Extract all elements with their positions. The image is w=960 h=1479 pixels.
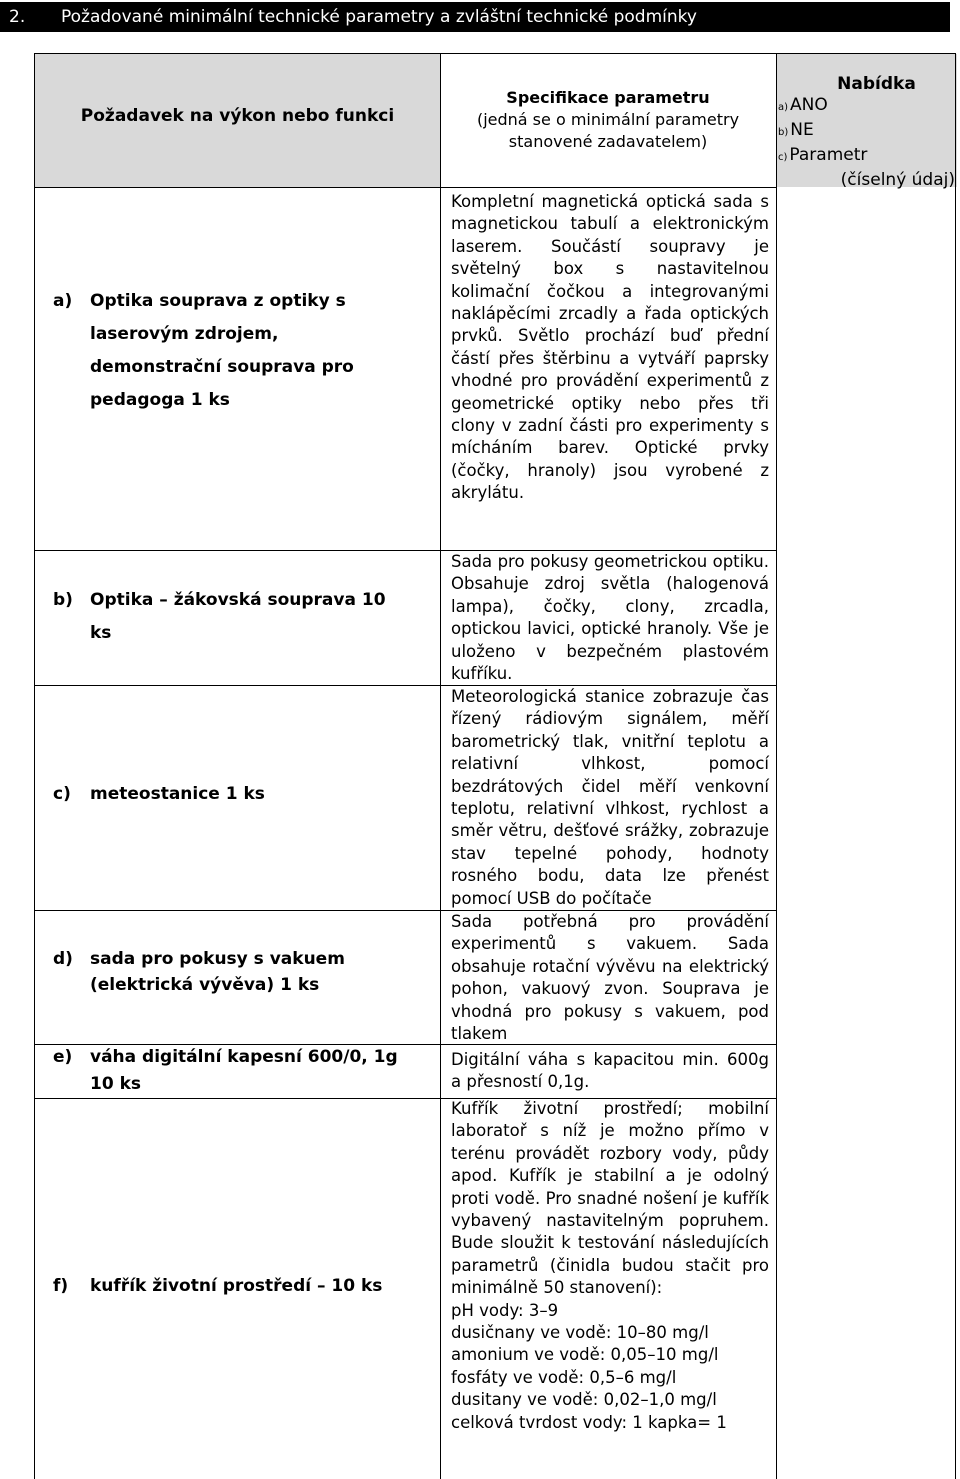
section-header bbox=[0, 2, 950, 32]
header-spec bbox=[440, 87, 776, 153]
spec-f-line: dusičnany ve vodě: 10–80 mg/l bbox=[451, 1323, 709, 1343]
section-title: Požadované minimální technické parametry a zvláštní technické podmínky bbox=[61, 7, 697, 27]
header-spec-title: Specifikace parametru bbox=[506, 88, 710, 107]
requirement-f: f) kufřík životní prostředí – 10 ks bbox=[53, 1276, 383, 1296]
spec-e: Digitální váha s kapacitou min. 600g a přesností 0,1g. bbox=[451, 1050, 769, 1092]
spec-f-line: pH vody: 3–9 bbox=[451, 1300, 559, 1320]
header-offer-title: Nabídka bbox=[837, 74, 916, 94]
requirement-a: a) Optika souprava z optiky s laserovým zdrojem, demonstrační souprava pro pedagoga 1 ks bbox=[53, 291, 354, 410]
spec-f-line: fosfáty ve vodě: 0,5–6 mg/l bbox=[451, 1367, 677, 1387]
spec-f-text: Kufřík životní prostředí; mobilní laboratoř s níž je možno přímo v terénu provádět rozbory vody, půdy apod. Kufřík je stabilní a je odolný proti vodě. Pro snadné nošení je kufřík vybavený nastavitelným popruhem. Bude sloužit k testování následujících parametrů (činidla budou stačit pro minimálně 50 stanovení): bbox=[451, 1099, 769, 1298]
offer-option-ne: b) NE bbox=[778, 120, 814, 140]
spec-d: Sada potřebná pro provádění experimentů s vakuem. Sada obsahuje rotační vývěvu na elektrický pohon, vakuový zvon. Souprava je vhodná pro pokusy s vakuem, pod tlakem bbox=[451, 912, 769, 1044]
header-offer bbox=[776, 74, 957, 191]
requirement-d: d) sada pro pokusy s vakuem (elektrická vývěva) 1 ks bbox=[53, 949, 345, 995]
spec-f-line: amonium ve vodě: 0,05–10 mg/l bbox=[451, 1345, 719, 1365]
requirement-b: b) Optika – žákovská souprava 10 ks bbox=[53, 590, 386, 643]
requirement-e: e) váha digitální kapesní 600/0, 1g 10 ks bbox=[53, 1047, 398, 1094]
spec-f-line: dusitany ve vodě: 0,02–1,0 mg/l bbox=[451, 1390, 717, 1410]
spec-f-line: celková tvrdost vody: 1 kapka= 1 bbox=[451, 1412, 727, 1432]
offer-option-parametr-note: (číselný údaj) bbox=[840, 170, 955, 190]
requirement-c: c) meteostanice 1 ks bbox=[53, 784, 265, 804]
section-number: 2. bbox=[9, 7, 26, 27]
header-requirement: Požadavek na výkon nebo funkci bbox=[80, 106, 395, 126]
offer-option-ano: a) ANO bbox=[778, 95, 828, 115]
spec-b: Sada pro pokusy geometrickou optiku. Obsahuje zdroj světla (halogenová lampa), čočky, clony, zrcadla, optickou lavici, optické hranoly. Vše je uloženo v bezpečném plastovém kufříku. bbox=[451, 552, 769, 684]
requirements-table bbox=[34, 53, 956, 1479]
header-spec-subtitle: (jedná se o minimální parametry stanovené zadavatelem) bbox=[476, 110, 740, 151]
offer-option-parametr: c) Parametr bbox=[778, 145, 868, 165]
spec-a: Kompletní magnetická optická sada s magnetickou tabulí a elektronickým laserem. Součástí soupravy je světelný box s nastavitelnou kolimační čočkou a integrovanými naklápěcími zrcadly a řada optických prvků. Světlo prochází buď přední částí přes štěrbinu a vytváří paprsky vhodné pro provádění experimentů z geometrické optiky nebo přes tři clony v zadní části pro experimenty s mícháním barev. Optické prvky (čočky, hranoly) jsou vyrobené z akrylátu. bbox=[451, 192, 769, 503]
spec-f bbox=[451, 1098, 769, 1434]
spec-c: Meteorologická stanice zobrazuje čas řízený rádiovým signálem, měří barometrický tlak, vnitřní teplotu a relativní vlhkost, pomocí bezdrátových čidel měří venkovní teplotu, relativní vlhkost, rychlost a směr větru, dešťové srážky, zobrazuje stav tepelné pohody, hodnoty rosného bodu, data lze přenést pomocí USB do počítače bbox=[451, 687, 769, 908]
